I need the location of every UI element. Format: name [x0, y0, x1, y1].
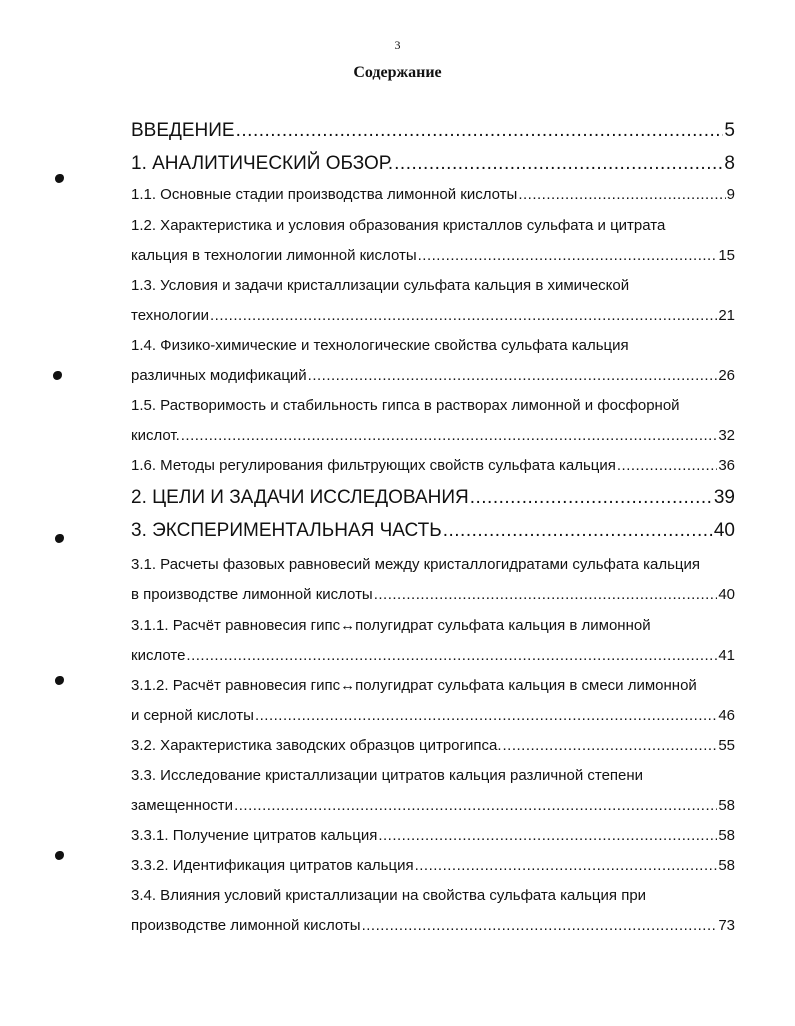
toc-entry-section-2[interactable]: [131, 487, 735, 509]
dot-leader: [503, 737, 718, 754]
dot-leader: [234, 797, 717, 814]
toc-entry-label: 2. ЦЕЛИ И ЗАДАЧИ ИССЛЕДОВАНИЯ: [131, 487, 469, 508]
dot-leader: [186, 647, 717, 664]
toc-entry-3-3-1[interactable]: [131, 827, 735, 844]
toc-entry-3-1-2[interactable]: [131, 707, 735, 724]
toc-entry-label: технологии: [131, 307, 210, 324]
toc-entry-page: 21: [718, 307, 735, 324]
toc-entry-page: 58: [718, 797, 735, 814]
toc-entry-1-4-line1: 1.4. Физико-химические и технологические свойства сульфата кальция: [131, 337, 629, 354]
toc-entry-3-1-1[interactable]: [131, 647, 735, 664]
dot-leader: [362, 917, 718, 934]
toc-entry-1-4[interactable]: [131, 367, 735, 384]
toc-entry-label: 3.3.1. Получение цитратов кальция: [131, 827, 378, 844]
toc-entry-3-2[interactable]: [131, 737, 735, 754]
toc-entry-page: 46: [718, 707, 735, 724]
toc-entry-page: 55: [718, 737, 735, 754]
toc-entry-page: 15: [718, 247, 735, 264]
scan-mark: [55, 174, 64, 183]
toc-entry-3-4[interactable]: [131, 917, 735, 934]
toc-entry-vvedenie[interactable]: [131, 120, 735, 142]
dot-leader: [308, 367, 718, 384]
dot-leader: [470, 487, 713, 509]
dot-leader: [443, 520, 713, 542]
toc-entry-1-1[interactable]: [131, 186, 735, 203]
toc-entry-1-2-line1: 1.2. Характеристика и условия образования кристаллов сульфата и цитрата: [131, 217, 666, 234]
toc-entry-label: 1.1. Основные стадии производства лимонной кислоты: [131, 186, 518, 203]
toc-entry-1-2[interactable]: [131, 247, 735, 264]
scan-mark: [55, 534, 64, 543]
scan-mark: [53, 371, 62, 380]
toc-entry-section-1[interactable]: [131, 153, 735, 175]
toc-entry-page: 41: [718, 647, 735, 664]
dot-leader: [255, 707, 717, 724]
toc-entry-3-4-line1: 3.4. Влияния условий кристаллизации на свойства сульфата кальция при: [131, 887, 647, 904]
toc-entry-label: различных модификаций: [131, 367, 307, 384]
toc-entry-label: кислоте: [131, 647, 186, 664]
toc-entry-3-1-2-line1: 3.1.2. Расчёт равновесия гипс↔полугидрат сульфата кальция в смеси лимонной: [131, 677, 697, 694]
dot-leader: [374, 586, 718, 603]
toc-entry-label: 1. АНАЛИТИЧЕСКИЙ ОБЗОР.: [131, 153, 394, 174]
toc-entry-label: кислот.: [131, 427, 180, 444]
toc-entry-3-1-1-line1: 3.1.1. Расчёт равновесия гипс↔полугидрат сульфата кальция в лимонной: [131, 617, 651, 634]
toc-entry-page: 58: [718, 827, 735, 844]
toc-entry-3-1[interactable]: [131, 586, 735, 603]
toc-entry-3-1-line1: 3.1. Расчеты фазовых равновесий между кристаллогидратами сульфата кальция: [131, 556, 701, 573]
toc-entry-page: 39: [713, 487, 735, 508]
dot-leader: [617, 457, 717, 474]
dot-leader: [378, 827, 717, 844]
toc-entry-label: производстве лимонной кислоты: [131, 917, 361, 934]
toc-entry-page: 8: [724, 153, 735, 174]
toc-entry-section-3[interactable]: [131, 520, 735, 542]
dot-leader: [418, 247, 718, 264]
dot-leader: [210, 307, 717, 324]
toc-entry-label: 3. ЭКСПЕРИМЕНТАЛЬНАЯ ЧАСТЬ: [131, 520, 442, 541]
toc-entry-label: 3.3.2. Идентификация цитратов кальция: [131, 857, 414, 874]
toc-entry-1-3[interactable]: [131, 307, 735, 324]
toc-entry-3-3-line1: 3.3. Исследование кристаллизации цитратов кальция различной степени: [131, 767, 644, 784]
dot-leader: [394, 153, 723, 175]
toc-entry-1-5[interactable]: [131, 427, 735, 444]
toc-entry-page: 40: [713, 520, 735, 541]
toc-entry-label: 3.2. Характеристика заводских образцов цитрогипса.: [131, 737, 502, 754]
dot-leader: [236, 120, 724, 142]
toc-entry-label: ВВЕДЕНИЕ: [131, 120, 235, 141]
toc-entry-1-5-line1: 1.5. Растворимость и стабильность гипса в растворах лимонной и фосфорной: [131, 397, 680, 414]
toc-entry-label: в производстве лимонной кислоты: [131, 586, 373, 603]
toc-entry-label: замещенности: [131, 797, 234, 814]
toc-entry-page: 58: [718, 857, 735, 874]
page-number: 3: [394, 38, 401, 52]
toc-entry-page: 73: [718, 917, 735, 934]
toc-entry-3-3-2[interactable]: [131, 857, 735, 874]
scan-mark: [55, 851, 64, 860]
dot-leader: [518, 186, 725, 203]
toc-entry-page: 26: [718, 367, 735, 384]
toc-entry-page: 36: [718, 457, 735, 474]
dot-leader: [415, 857, 718, 874]
toc-entry-page: 32: [718, 427, 735, 444]
toc-entry-label: и серной кислоты: [131, 707, 254, 724]
dot-leader: [181, 427, 718, 444]
page-title: Содержание: [353, 64, 442, 81]
scan-mark: [55, 676, 64, 685]
toc-entry-label: кальция в технологии лимонной кислоты: [131, 247, 417, 264]
toc-entry-3-3[interactable]: [131, 797, 735, 814]
toc-entry-1-6[interactable]: [131, 457, 735, 474]
toc-entry-page: 9: [726, 186, 735, 203]
toc-entry-page: 5: [724, 120, 735, 141]
toc-entry-page: 40: [718, 586, 735, 603]
toc-entry-1-3-line1: 1.3. Условия и задачи кристаллизации сульфата кальция в химической: [131, 277, 630, 294]
toc-entry-label: 1.6. Методы регулирования фильтрующих свойств сульфата кальция: [131, 457, 616, 474]
